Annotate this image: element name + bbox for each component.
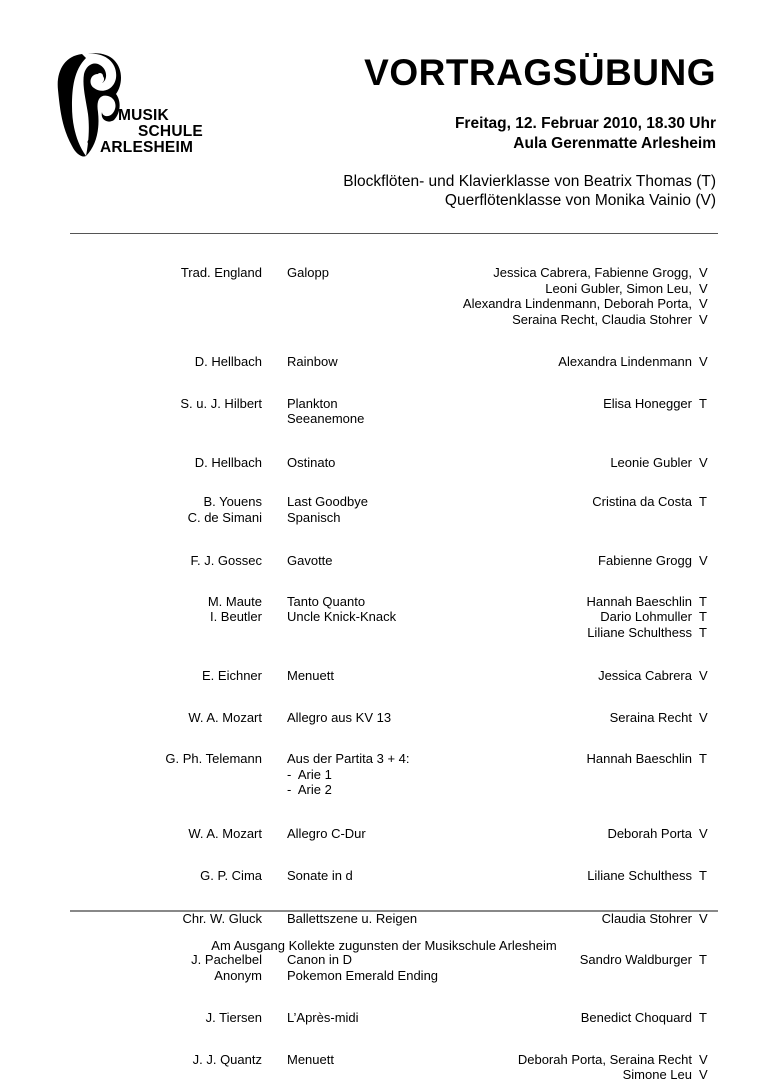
teacher-code-line: T (699, 609, 707, 624)
composer-line: W. A. Mozart (188, 709, 262, 725)
piece-title (287, 826, 366, 842)
teacher-code-line: T (699, 624, 707, 640)
teacher-code-line: V (699, 910, 708, 926)
program-item (0, 868, 768, 884)
teacher-code (699, 710, 713, 726)
composer (165, 751, 262, 767)
teacher-code (699, 1052, 713, 1083)
logo-text-schule: SCHULE (138, 123, 203, 140)
performers (598, 553, 692, 569)
teacher-code (699, 952, 713, 968)
teacher-code-line: V (699, 354, 708, 369)
composer (206, 1010, 262, 1026)
program-item (0, 710, 768, 726)
piece-title (287, 911, 417, 927)
composer (190, 553, 262, 569)
teacher-code-line: T (699, 751, 707, 766)
bottom-divider (70, 910, 718, 912)
footer-note: Am Ausgang Kollekte zugunsten der Musikschule Arlesheim (211, 938, 557, 953)
composer (180, 396, 262, 412)
teacher-code-line: V (699, 553, 708, 568)
composer-line: Trad. England (180, 265, 262, 280)
performers-line: Benedict Choquard (580, 1010, 692, 1025)
performers (580, 952, 692, 968)
teacher-code-line: V (699, 668, 708, 683)
performers-line: Leoni Gubler, Simon Leu, (545, 280, 692, 296)
composer (183, 911, 262, 927)
piece-title-line: Allegro C-Dur (287, 825, 366, 841)
performers-line: Deborah Porta, Seraina Recht (517, 1051, 692, 1067)
program-item (0, 455, 768, 471)
teacher-code (699, 668, 713, 684)
program-item (0, 911, 768, 927)
piece-title-line: Gavotte (287, 553, 333, 568)
piece-title-line: Spanisch (287, 509, 341, 525)
composer-line: D. Hellbach (194, 354, 262, 369)
composer (188, 494, 262, 525)
performers-line: Elisa Honegger (603, 395, 692, 411)
piece-title-line: L’Après-midi (287, 1010, 359, 1025)
teacher-code-line: T (699, 494, 707, 509)
program-item (0, 494, 768, 525)
composer-line: J. J. Quantz (192, 1051, 262, 1067)
performers-line: Liliane Schulthess (587, 868, 692, 883)
event-venue: Aula Gerenmatte Arlesheim (513, 135, 716, 152)
piece-title (287, 594, 396, 625)
composer-line: M. Maute (207, 593, 262, 609)
piece-title (287, 354, 338, 370)
performers (518, 1052, 692, 1083)
piece-title (287, 751, 409, 798)
piece-title (287, 1052, 334, 1068)
composer (188, 710, 262, 726)
teacher-code-line: V (699, 280, 708, 296)
composer-line: G. Ph. Telemann (165, 751, 262, 766)
composer (195, 354, 262, 370)
performers-line: Jessica Cabrera, Fabienne Grogg, (493, 265, 692, 280)
teacher-code-line: V (699, 1051, 708, 1067)
piece-title-line: Uncle Knick-Knack (287, 609, 397, 624)
composer-line: J. Pachelbel (191, 952, 262, 967)
performers-line: Alexandra Lindenmann (558, 354, 692, 369)
composer-line: Anonym (214, 967, 262, 983)
program-item (0, 594, 768, 641)
piece-title-line: Aus der Partita 3 + 4: (287, 751, 410, 766)
teacher-code (699, 494, 713, 510)
teacher-code (699, 396, 713, 412)
composer (188, 826, 262, 842)
logo-text-arlesheim: ARLESHEIM (100, 139, 194, 156)
piece-title (287, 668, 334, 684)
teacher-code (699, 594, 713, 641)
composer-line: F. J. Gossec (190, 553, 262, 568)
piece-title-line: Ostinato (287, 454, 336, 470)
logo-text-musik: MUSIK (118, 107, 169, 124)
program-item (0, 396, 768, 427)
teacher-code (699, 553, 713, 569)
piece-title-line: Menuett (287, 1051, 334, 1067)
performers (610, 710, 692, 726)
teacher-code-line: V (699, 454, 708, 470)
event-date: Freitag, 12. Februar 2010, 18.30 Uhr (454, 115, 716, 132)
performers-line: Hannah Baeschlin (586, 751, 692, 766)
teacher-code-line: V (699, 311, 708, 327)
page-title: VORTRAGSÜBUNG (364, 52, 716, 93)
teacher-code-line: T (699, 952, 707, 967)
performers (586, 751, 692, 767)
composer (181, 265, 262, 281)
teacher-code (699, 354, 713, 370)
performers (610, 455, 692, 471)
composer-line: G. P. Cima (200, 868, 262, 883)
composer (200, 868, 262, 884)
composer (195, 455, 262, 471)
performers (602, 911, 692, 927)
teacher-code-line: V (699, 709, 708, 725)
teacher-code-line: T (699, 395, 707, 411)
teacher-code (699, 911, 713, 927)
piece-title (287, 553, 333, 569)
teacher-code (699, 826, 713, 842)
piece-title-line: Ballettszene u. Reigen (287, 910, 418, 926)
piece-title (287, 265, 329, 281)
composer (208, 594, 262, 625)
program-item (0, 826, 768, 842)
teacher-code-line: V (699, 265, 708, 280)
performers (598, 668, 692, 684)
piece-title-line: Galopp (287, 265, 329, 280)
performers (586, 594, 692, 641)
performers-line: Sandro Waldburger (579, 952, 692, 967)
piece-title-line: - Arie 1 (287, 766, 332, 782)
teacher-code (699, 265, 713, 327)
performers-line: Seraina Recht (609, 709, 692, 725)
performers-line: Seraina Recht, Claudia Stohrer (512, 311, 692, 327)
performers (558, 354, 692, 370)
performers-line: Deborah Porta (607, 825, 692, 841)
teacher-code-line: V (699, 296, 708, 311)
composer-line: J. Tiersen (205, 1010, 262, 1025)
composer-line: E. Eichner (202, 668, 262, 683)
composer-line: W. A. Mozart (188, 825, 262, 841)
piece-title (287, 952, 438, 983)
performers (592, 494, 692, 510)
program-item (0, 265, 768, 327)
performers-line: Hannah Baeschlin (586, 593, 692, 609)
top-divider (70, 233, 718, 234)
piece-title-line: Plankton (287, 395, 338, 411)
composer (191, 952, 262, 983)
piece-title-line: Sonate in d (287, 868, 353, 883)
program-item (0, 1010, 768, 1026)
piece-title-line: Pokemon Emerald Ending (287, 967, 439, 983)
class-line-thomas: Blockflöten- und Klavierklasse von Beatrix Thomas (T) (343, 173, 716, 190)
performers (603, 396, 692, 412)
piece-title-line: Tanto Quanto (287, 593, 366, 609)
music-school-logo (52, 50, 222, 160)
performers-line: Leonie Gubler (610, 454, 692, 470)
performers-line: Claudia Stohrer (601, 910, 692, 926)
piece-title-line: Canon in D (287, 952, 353, 967)
composer (202, 668, 262, 684)
piece-title (287, 494, 368, 525)
teacher-code-line: T (699, 593, 707, 609)
piece-title-line: Allegro aus KV 13 (287, 709, 392, 725)
program-item (0, 668, 768, 684)
piece-title-line: Menuett (287, 668, 334, 683)
composer-line: C. de Simani (187, 509, 262, 525)
composer-line: D. Hellbach (194, 454, 262, 470)
piece-title (287, 455, 335, 471)
teacher-code-line: V (699, 1067, 708, 1082)
performers-line: Jessica Cabrera (598, 668, 692, 683)
performers-line: Dario Lohmuller (600, 609, 692, 624)
class-line-vainio: Querflötenklasse von Monika Vainio (V) (444, 192, 716, 209)
performers (581, 1010, 692, 1026)
piece-title (287, 396, 364, 427)
performers-line: Simone Leu (622, 1067, 692, 1082)
teacher-code (699, 455, 713, 471)
composer-line: S. u. J. Hilbert (180, 395, 262, 411)
piece-title-line: - Arie 2 (287, 782, 332, 797)
teacher-code (699, 751, 713, 767)
program-item (0, 1052, 768, 1083)
performers-line: Fabienne Grogg (598, 553, 692, 568)
piece-title (287, 710, 391, 726)
piece-title-line: Seeanemone (287, 411, 365, 426)
teacher-code-line: T (699, 1010, 707, 1025)
performers (607, 826, 692, 842)
piece-title (287, 1010, 359, 1026)
composer-line: B. Youens (203, 494, 262, 509)
composer-line: Chr. W. Gluck (182, 910, 262, 926)
piece-title-line: Rainbow (287, 354, 338, 369)
performers (463, 265, 692, 327)
program-item (0, 553, 768, 569)
composer-line: I. Beutler (209, 609, 262, 624)
teacher-code-line: V (699, 825, 708, 841)
program-item (0, 952, 768, 983)
program-item (0, 751, 768, 798)
performers (587, 868, 692, 884)
piece-title (287, 868, 353, 884)
performers-line: Liliane Schulthess (587, 624, 692, 640)
piece-title-line: Last Goodbye (287, 494, 368, 509)
teacher-code-line: T (699, 868, 707, 883)
composer (193, 1052, 262, 1068)
program-item (0, 354, 768, 370)
teacher-code (699, 1010, 713, 1026)
performers-line: Alexandra Lindenmann, Deborah Porta, (462, 296, 692, 311)
teacher-code (699, 868, 713, 884)
performers-line: Cristina da Costa (592, 494, 692, 509)
